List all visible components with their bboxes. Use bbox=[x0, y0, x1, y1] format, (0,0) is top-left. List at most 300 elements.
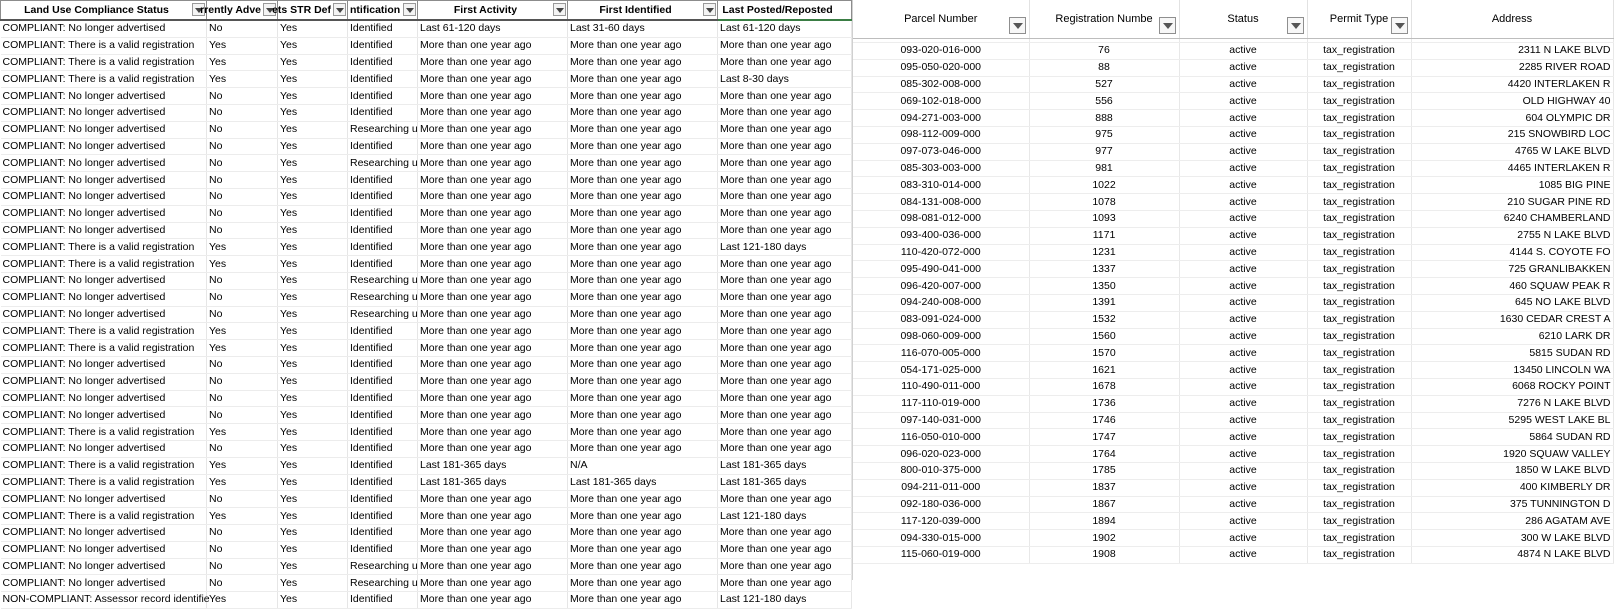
table-cell[interactable]: COMPLIANT: No longer advertised bbox=[1, 121, 207, 138]
table-cell[interactable]: No bbox=[207, 121, 278, 138]
table-cell[interactable]: 5864 SUDAN RD bbox=[1411, 429, 1613, 446]
table-cell[interactable]: More than one year ago bbox=[718, 88, 852, 105]
table-cell[interactable]: Identified bbox=[348, 541, 418, 558]
table-cell[interactable]: Identified bbox=[348, 222, 418, 239]
table-cell[interactable]: Last 121-180 days bbox=[718, 508, 852, 525]
table-cell[interactable]: 1630 CEDAR CREST A bbox=[1411, 311, 1613, 328]
table-cell[interactable]: More than one year ago bbox=[418, 407, 568, 424]
table-cell[interactable]: Yes bbox=[278, 205, 348, 222]
table-cell[interactable]: 2285 RIVER ROAD bbox=[1411, 59, 1613, 76]
table-cell[interactable]: 4465 INTERLAKEN R bbox=[1411, 160, 1613, 177]
table-cell[interactable]: Identified bbox=[348, 356, 418, 373]
table-cell[interactable]: Yes bbox=[207, 54, 278, 71]
table-cell[interactable]: tax_registration bbox=[1307, 227, 1411, 244]
table-cell[interactable]: 556 bbox=[1029, 93, 1179, 110]
table-cell[interactable]: More than one year ago bbox=[718, 256, 852, 273]
table-cell[interactable]: 4765 W LAKE BLVD bbox=[1411, 143, 1613, 160]
table-cell[interactable]: COMPLIANT: No longer advertised bbox=[1, 20, 207, 37]
table-cell[interactable]: 116-070-005-000 bbox=[853, 345, 1029, 362]
table-cell[interactable]: More than one year ago bbox=[718, 323, 852, 340]
table-cell[interactable]: Yes bbox=[278, 306, 348, 323]
table-cell[interactable]: COMPLIANT: There is a valid registration bbox=[1, 54, 207, 71]
table-cell[interactable]: 097-073-046-000 bbox=[853, 143, 1029, 160]
table-cell[interactable]: More than one year ago bbox=[418, 222, 568, 239]
table-cell[interactable]: More than one year ago bbox=[568, 407, 718, 424]
table-cell[interactable]: tax_registration bbox=[1307, 244, 1411, 261]
table-cell[interactable]: More than one year ago bbox=[418, 306, 568, 323]
table-cell[interactable]: Identified bbox=[348, 440, 418, 457]
table-cell[interactable]: Yes bbox=[278, 138, 348, 155]
table-cell[interactable]: More than one year ago bbox=[418, 323, 568, 340]
table-cell[interactable]: More than one year ago bbox=[718, 558, 852, 575]
table-cell[interactable]: COMPLIANT: There is a valid registration bbox=[1, 424, 207, 441]
table-cell[interactable]: 88 bbox=[1029, 59, 1179, 76]
table-cell[interactable]: 1078 bbox=[1029, 194, 1179, 211]
table-cell[interactable]: No bbox=[207, 407, 278, 424]
table-cell[interactable]: tax_registration bbox=[1307, 412, 1411, 429]
table-cell[interactable]: tax_registration bbox=[1307, 446, 1411, 463]
table-cell[interactable]: No bbox=[207, 138, 278, 155]
table-cell[interactable]: More than one year ago bbox=[718, 575, 852, 592]
table-cell[interactable]: Researching u bbox=[348, 289, 418, 306]
table-cell[interactable]: More than one year ago bbox=[568, 323, 718, 340]
table-cell[interactable]: 6210 LARK DR bbox=[1411, 328, 1613, 345]
table-cell[interactable]: Identified bbox=[348, 104, 418, 121]
table-cell[interactable]: Yes bbox=[207, 256, 278, 273]
table-cell[interactable]: Identified bbox=[348, 491, 418, 508]
table-cell[interactable]: No bbox=[207, 272, 278, 289]
table-cell[interactable]: Yes bbox=[207, 474, 278, 491]
table-cell[interactable]: More than one year ago bbox=[418, 256, 568, 273]
table-cell[interactable]: No bbox=[207, 88, 278, 105]
table-cell[interactable]: Yes bbox=[278, 575, 348, 592]
table-cell[interactable]: More than one year ago bbox=[718, 440, 852, 457]
table-cell[interactable]: COMPLIANT: There is a valid registration bbox=[1, 508, 207, 525]
table-cell[interactable]: 1337 bbox=[1029, 261, 1179, 278]
table-cell[interactable]: Researching u bbox=[348, 558, 418, 575]
table-cell[interactable]: More than one year ago bbox=[568, 541, 718, 558]
table-cell[interactable]: N/A bbox=[568, 457, 718, 474]
table-cell[interactable]: active bbox=[1179, 43, 1307, 60]
table-cell[interactable]: More than one year ago bbox=[418, 239, 568, 256]
table-cell[interactable]: 5295 WEST LAKE BL bbox=[1411, 412, 1613, 429]
table-cell[interactable]: Identified bbox=[348, 508, 418, 525]
table-cell[interactable]: active bbox=[1179, 496, 1307, 513]
table-cell[interactable]: More than one year ago bbox=[718, 491, 852, 508]
table-cell[interactable]: Last 181-365 days bbox=[718, 457, 852, 474]
table-cell[interactable]: 1785 bbox=[1029, 462, 1179, 479]
table-cell[interactable]: Yes bbox=[278, 188, 348, 205]
table-cell[interactable]: More than one year ago bbox=[418, 340, 568, 357]
table-cell[interactable]: 645 NO LAKE BLVD bbox=[1411, 294, 1613, 311]
table-cell[interactable]: COMPLIANT: No longer advertised bbox=[1, 155, 207, 172]
table-cell[interactable]: Identified bbox=[348, 407, 418, 424]
table-cell[interactable]: No bbox=[207, 20, 278, 37]
table-cell[interactable]: More than one year ago bbox=[568, 491, 718, 508]
table-cell[interactable]: More than one year ago bbox=[718, 138, 852, 155]
table-cell[interactable]: 069-102-018-000 bbox=[853, 93, 1029, 110]
table-cell[interactable]: 094-330-015-000 bbox=[853, 530, 1029, 547]
table-cell[interactable]: tax_registration bbox=[1307, 311, 1411, 328]
table-cell[interactable]: 1678 bbox=[1029, 378, 1179, 395]
table-cell[interactable]: No bbox=[207, 356, 278, 373]
table-cell[interactable]: 4144 S. COYOTE FO bbox=[1411, 244, 1613, 261]
table-cell[interactable]: More than one year ago bbox=[568, 71, 718, 88]
table-cell[interactable]: Yes bbox=[278, 239, 348, 256]
table-cell[interactable]: Yes bbox=[278, 272, 348, 289]
table-cell[interactable]: More than one year ago bbox=[568, 440, 718, 457]
table-cell[interactable]: 1085 BIG PINE bbox=[1411, 177, 1613, 194]
table-cell[interactable]: No bbox=[207, 172, 278, 189]
table-cell[interactable]: COMPLIANT: No longer advertised bbox=[1, 373, 207, 390]
table-cell[interactable]: More than one year ago bbox=[718, 222, 852, 239]
table-cell[interactable]: Yes bbox=[207, 71, 278, 88]
table-cell[interactable]: tax_registration bbox=[1307, 479, 1411, 496]
table-cell[interactable]: active bbox=[1179, 261, 1307, 278]
table-cell[interactable]: 1747 bbox=[1029, 429, 1179, 446]
table-cell[interactable]: More than one year ago bbox=[418, 440, 568, 457]
table-cell[interactable]: 083-091-024-000 bbox=[853, 311, 1029, 328]
table-cell[interactable]: active bbox=[1179, 59, 1307, 76]
filter-dropdown-icon[interactable] bbox=[1159, 17, 1176, 34]
table-cell[interactable]: Yes bbox=[278, 54, 348, 71]
table-cell[interactable]: active bbox=[1179, 462, 1307, 479]
table-cell[interactable]: Yes bbox=[278, 524, 348, 541]
table-cell[interactable]: active bbox=[1179, 76, 1307, 93]
table-cell[interactable]: COMPLIANT: There is a valid registration bbox=[1, 239, 207, 256]
table-cell[interactable]: More than one year ago bbox=[718, 54, 852, 71]
table-cell[interactable]: More than one year ago bbox=[718, 104, 852, 121]
table-cell[interactable]: COMPLIANT: There is a valid registration bbox=[1, 256, 207, 273]
table-cell[interactable]: More than one year ago bbox=[718, 155, 852, 172]
table-cell[interactable]: More than one year ago bbox=[568, 54, 718, 71]
table-cell[interactable]: Yes bbox=[278, 424, 348, 441]
table-cell[interactable]: 1231 bbox=[1029, 244, 1179, 261]
table-cell[interactable]: active bbox=[1179, 429, 1307, 446]
table-cell[interactable]: tax_registration bbox=[1307, 177, 1411, 194]
table-cell[interactable]: Yes bbox=[278, 356, 348, 373]
table-cell[interactable]: 116-050-010-000 bbox=[853, 429, 1029, 446]
table-cell[interactable]: COMPLIANT: No longer advertised bbox=[1, 172, 207, 189]
table-cell[interactable]: Identified bbox=[348, 474, 418, 491]
table-cell[interactable]: 1560 bbox=[1029, 328, 1179, 345]
table-cell[interactable]: Yes bbox=[278, 37, 348, 54]
table-cell[interactable]: Last 61-120 days bbox=[418, 20, 568, 37]
table-cell[interactable]: 1908 bbox=[1029, 546, 1179, 563]
table-cell[interactable]: Last 181-365 days bbox=[418, 457, 568, 474]
table-cell[interactable]: More than one year ago bbox=[418, 558, 568, 575]
table-cell[interactable]: More than one year ago bbox=[568, 306, 718, 323]
table-cell[interactable]: More than one year ago bbox=[718, 289, 852, 306]
table-cell[interactable]: Yes bbox=[278, 508, 348, 525]
table-cell[interactable]: No bbox=[207, 222, 278, 239]
table-cell[interactable]: Yes bbox=[278, 323, 348, 340]
table-cell[interactable]: More than one year ago bbox=[718, 272, 852, 289]
table-cell[interactable]: More than one year ago bbox=[568, 256, 718, 273]
table-cell[interactable]: COMPLIANT: No longer advertised bbox=[1, 356, 207, 373]
table-cell[interactable]: 1850 W LAKE BLVD bbox=[1411, 462, 1613, 479]
table-cell[interactable]: COMPLIANT: No longer advertised bbox=[1, 524, 207, 541]
table-cell[interactable]: More than one year ago bbox=[418, 356, 568, 373]
table-cell[interactable]: Identified bbox=[348, 340, 418, 357]
table-cell[interactable]: active bbox=[1179, 93, 1307, 110]
table-cell[interactable]: COMPLIANT: No longer advertised bbox=[1, 289, 207, 306]
table-cell[interactable]: 054-171-025-000 bbox=[853, 362, 1029, 379]
table-cell[interactable]: 094-211-011-000 bbox=[853, 479, 1029, 496]
table-cell[interactable]: Identified bbox=[348, 239, 418, 256]
table-cell[interactable]: More than one year ago bbox=[718, 340, 852, 357]
table-cell[interactable]: active bbox=[1179, 244, 1307, 261]
table-cell[interactable]: Last 121-180 days bbox=[718, 239, 852, 256]
table-cell[interactable]: Identified bbox=[348, 592, 418, 609]
table-cell[interactable]: 117-120-039-000 bbox=[853, 513, 1029, 530]
table-cell[interactable]: 1746 bbox=[1029, 412, 1179, 429]
table-cell[interactable]: Yes bbox=[207, 323, 278, 340]
table-cell[interactable]: 093-400-036-000 bbox=[853, 227, 1029, 244]
table-cell[interactable]: Yes bbox=[278, 491, 348, 508]
table-cell[interactable]: No bbox=[207, 558, 278, 575]
table-cell[interactable]: 095-050-020-000 bbox=[853, 59, 1029, 76]
table-cell[interactable]: More than one year ago bbox=[718, 390, 852, 407]
table-cell[interactable]: tax_registration bbox=[1307, 513, 1411, 530]
table-cell[interactable]: 085-302-008-000 bbox=[853, 76, 1029, 93]
table-cell[interactable]: More than one year ago bbox=[418, 508, 568, 525]
table-cell[interactable]: More than one year ago bbox=[418, 188, 568, 205]
table-cell[interactable]: More than one year ago bbox=[568, 558, 718, 575]
table-cell[interactable]: 300 W LAKE BLVD bbox=[1411, 530, 1613, 547]
table-cell[interactable]: active bbox=[1179, 160, 1307, 177]
table-cell[interactable]: 4420 INTERLAKEN R bbox=[1411, 76, 1613, 93]
table-cell[interactable]: More than one year ago bbox=[418, 424, 568, 441]
table-cell[interactable]: Yes bbox=[207, 340, 278, 357]
table-cell[interactable]: No bbox=[207, 524, 278, 541]
table-cell[interactable]: Yes bbox=[207, 508, 278, 525]
table-cell[interactable]: 1920 SQUAW VALLEY bbox=[1411, 446, 1613, 463]
table-cell[interactable]: 1894 bbox=[1029, 513, 1179, 530]
table-cell[interactable]: OLD HIGHWAY 40 bbox=[1411, 93, 1613, 110]
table-cell[interactable]: 083-310-014-000 bbox=[853, 177, 1029, 194]
table-cell[interactable]: More than one year ago bbox=[568, 272, 718, 289]
table-cell[interactable]: 460 SQUAW PEAK R bbox=[1411, 278, 1613, 295]
table-cell[interactable]: tax_registration bbox=[1307, 76, 1411, 93]
table-cell[interactable]: No bbox=[207, 373, 278, 390]
table-cell[interactable]: No bbox=[207, 188, 278, 205]
table-cell[interactable]: tax_registration bbox=[1307, 294, 1411, 311]
table-cell[interactable]: 1902 bbox=[1029, 530, 1179, 547]
table-cell[interactable]: active bbox=[1179, 177, 1307, 194]
table-cell[interactable]: 725 GRANLIBAKKEN bbox=[1411, 261, 1613, 278]
table-cell[interactable]: Last 61-120 days bbox=[718, 20, 852, 37]
table-cell[interactable]: tax_registration bbox=[1307, 395, 1411, 412]
table-cell[interactable]: 1837 bbox=[1029, 479, 1179, 496]
table-cell[interactable]: tax_registration bbox=[1307, 261, 1411, 278]
table-cell[interactable]: active bbox=[1179, 378, 1307, 395]
table-cell[interactable]: Identified bbox=[348, 457, 418, 474]
table-cell[interactable]: Identified bbox=[348, 54, 418, 71]
table-cell[interactable]: More than one year ago bbox=[568, 239, 718, 256]
table-cell[interactable]: More than one year ago bbox=[718, 121, 852, 138]
table-cell[interactable]: COMPLIANT: There is a valid registration bbox=[1, 323, 207, 340]
table-cell[interactable]: tax_registration bbox=[1307, 59, 1411, 76]
table-cell[interactable]: COMPLIANT: No longer advertised bbox=[1, 541, 207, 558]
table-cell[interactable]: No bbox=[207, 440, 278, 457]
table-cell[interactable]: 096-420-007-000 bbox=[853, 278, 1029, 295]
table-cell[interactable]: active bbox=[1179, 530, 1307, 547]
table-cell[interactable]: More than one year ago bbox=[418, 390, 568, 407]
table-cell[interactable]: 1764 bbox=[1029, 446, 1179, 463]
table-cell[interactable]: 094-240-008-000 bbox=[853, 294, 1029, 311]
filter-dropdown-icon[interactable] bbox=[403, 3, 416, 16]
table-cell[interactable]: Last 31-60 days bbox=[568, 20, 718, 37]
table-cell[interactable]: 4874 N LAKE BLVD bbox=[1411, 546, 1613, 563]
table-cell[interactable]: Yes bbox=[278, 104, 348, 121]
table-cell[interactable]: tax_registration bbox=[1307, 530, 1411, 547]
table-cell[interactable]: COMPLIANT: No longer advertised bbox=[1, 390, 207, 407]
table-cell[interactable]: Identified bbox=[348, 138, 418, 155]
table-cell[interactable]: 110-420-072-000 bbox=[853, 244, 1029, 261]
table-cell[interactable]: active bbox=[1179, 546, 1307, 563]
table-cell[interactable]: More than one year ago bbox=[568, 104, 718, 121]
table-cell[interactable]: More than one year ago bbox=[418, 289, 568, 306]
table-cell[interactable]: COMPLIANT: There is a valid registration bbox=[1, 457, 207, 474]
table-cell[interactable]: Identified bbox=[348, 323, 418, 340]
table-cell[interactable]: More than one year ago bbox=[718, 188, 852, 205]
table-cell[interactable]: 096-020-023-000 bbox=[853, 446, 1029, 463]
table-cell[interactable]: tax_registration bbox=[1307, 210, 1411, 227]
table-cell[interactable]: tax_registration bbox=[1307, 93, 1411, 110]
table-cell[interactable]: Last 8-30 days bbox=[718, 71, 852, 88]
table-cell[interactable]: More than one year ago bbox=[418, 54, 568, 71]
table-cell[interactable]: 527 bbox=[1029, 76, 1179, 93]
table-cell[interactable]: 13450 LINCOLN WA bbox=[1411, 362, 1613, 379]
table-cell[interactable]: Identified bbox=[348, 188, 418, 205]
table-cell[interactable]: Yes bbox=[278, 373, 348, 390]
table-cell[interactable]: Yes bbox=[278, 474, 348, 491]
table-cell[interactable]: COMPLIANT: No longer advertised bbox=[1, 222, 207, 239]
table-cell[interactable]: Yes bbox=[207, 424, 278, 441]
table-cell[interactable]: Yes bbox=[278, 558, 348, 575]
table-cell[interactable]: active bbox=[1179, 412, 1307, 429]
table-cell[interactable]: More than one year ago bbox=[718, 306, 852, 323]
table-cell[interactable]: tax_registration bbox=[1307, 496, 1411, 513]
table-cell[interactable]: More than one year ago bbox=[568, 155, 718, 172]
table-cell[interactable]: active bbox=[1179, 311, 1307, 328]
table-cell[interactable]: Yes bbox=[278, 289, 348, 306]
table-cell[interactable]: active bbox=[1179, 446, 1307, 463]
table-cell[interactable]: Yes bbox=[278, 457, 348, 474]
table-cell[interactable]: COMPLIANT: No longer advertised bbox=[1, 575, 207, 592]
table-cell[interactable]: active bbox=[1179, 194, 1307, 211]
table-cell[interactable]: Identified bbox=[348, 424, 418, 441]
table-cell[interactable]: 1532 bbox=[1029, 311, 1179, 328]
table-cell[interactable]: Researching u bbox=[348, 575, 418, 592]
table-cell[interactable]: 098-081-012-000 bbox=[853, 210, 1029, 227]
table-cell[interactable]: 6068 ROCKY POINT bbox=[1411, 378, 1613, 395]
table-cell[interactable]: More than one year ago bbox=[418, 104, 568, 121]
table-cell[interactable]: COMPLIANT: No longer advertised bbox=[1, 491, 207, 508]
table-cell[interactable]: More than one year ago bbox=[418, 121, 568, 138]
table-cell[interactable]: tax_registration bbox=[1307, 143, 1411, 160]
table-cell[interactable]: Researching u bbox=[348, 306, 418, 323]
table-cell[interactable]: COMPLIANT: No longer advertised bbox=[1, 88, 207, 105]
table-cell[interactable]: Identified bbox=[348, 256, 418, 273]
table-cell[interactable]: Identified bbox=[348, 20, 418, 37]
table-cell[interactable]: More than one year ago bbox=[418, 524, 568, 541]
table-cell[interactable]: Identified bbox=[348, 37, 418, 54]
table-cell[interactable]: tax_registration bbox=[1307, 345, 1411, 362]
table-cell[interactable]: 093-020-016-000 bbox=[853, 43, 1029, 60]
table-cell[interactable]: Yes bbox=[207, 457, 278, 474]
table-cell[interactable]: Yes bbox=[207, 239, 278, 256]
table-cell[interactable]: 095-490-041-000 bbox=[853, 261, 1029, 278]
table-cell[interactable]: Yes bbox=[278, 256, 348, 273]
table-cell[interactable]: Yes bbox=[278, 390, 348, 407]
table-cell[interactable]: tax_registration bbox=[1307, 160, 1411, 177]
table-cell[interactable]: active bbox=[1179, 362, 1307, 379]
table-cell[interactable]: 110-490-011-000 bbox=[853, 378, 1029, 395]
table-cell[interactable]: 1022 bbox=[1029, 177, 1179, 194]
table-cell[interactable]: Last 121-180 days bbox=[718, 592, 852, 609]
table-cell[interactable]: 1350 bbox=[1029, 278, 1179, 295]
table-cell[interactable]: 1867 bbox=[1029, 496, 1179, 513]
table-cell[interactable]: active bbox=[1179, 479, 1307, 496]
table-cell[interactable]: Identified bbox=[348, 524, 418, 541]
table-cell[interactable]: active bbox=[1179, 294, 1307, 311]
table-cell[interactable]: More than one year ago bbox=[718, 172, 852, 189]
table-cell[interactable]: Yes bbox=[278, 541, 348, 558]
table-cell[interactable]: tax_registration bbox=[1307, 126, 1411, 143]
table-cell[interactable]: More than one year ago bbox=[718, 424, 852, 441]
table-cell[interactable]: COMPLIANT: There is a valid registration bbox=[1, 71, 207, 88]
table-cell[interactable]: 092-180-036-000 bbox=[853, 496, 1029, 513]
table-cell[interactable]: COMPLIANT: No longer advertised bbox=[1, 306, 207, 323]
table-cell[interactable]: 098-060-009-000 bbox=[853, 328, 1029, 345]
table-cell[interactable]: Yes bbox=[207, 37, 278, 54]
table-cell[interactable]: 975 bbox=[1029, 126, 1179, 143]
table-cell[interactable]: 1570 bbox=[1029, 345, 1179, 362]
table-cell[interactable]: Identified bbox=[348, 390, 418, 407]
table-cell[interactable]: More than one year ago bbox=[568, 37, 718, 54]
table-cell[interactable]: More than one year ago bbox=[418, 155, 568, 172]
table-cell[interactable]: More than one year ago bbox=[718, 541, 852, 558]
table-cell[interactable]: 7276 N LAKE BLVD bbox=[1411, 395, 1613, 412]
table-cell[interactable]: 604 OLYMPIC DR bbox=[1411, 110, 1613, 127]
table-cell[interactable]: tax_registration bbox=[1307, 110, 1411, 127]
table-cell[interactable]: No bbox=[207, 306, 278, 323]
table-cell[interactable]: More than one year ago bbox=[568, 424, 718, 441]
table-cell[interactable]: active bbox=[1179, 328, 1307, 345]
table-cell[interactable]: NON-COMPLIANT: Assessor record identifie bbox=[1, 592, 207, 609]
table-cell[interactable]: 097-140-031-000 bbox=[853, 412, 1029, 429]
table-cell[interactable]: More than one year ago bbox=[418, 373, 568, 390]
table-cell[interactable]: More than one year ago bbox=[568, 340, 718, 357]
table-cell[interactable]: No bbox=[207, 541, 278, 558]
table-cell[interactable]: More than one year ago bbox=[568, 121, 718, 138]
table-cell[interactable]: Yes bbox=[278, 155, 348, 172]
filter-dropdown-icon[interactable] bbox=[1391, 17, 1408, 34]
table-cell[interactable]: Researching u bbox=[348, 272, 418, 289]
table-cell[interactable]: Yes bbox=[207, 592, 278, 609]
table-cell[interactable]: Yes bbox=[278, 172, 348, 189]
table-cell[interactable]: tax_registration bbox=[1307, 429, 1411, 446]
filter-dropdown-icon[interactable] bbox=[703, 3, 716, 16]
table-cell[interactable]: 1621 bbox=[1029, 362, 1179, 379]
table-cell[interactable]: Yes bbox=[278, 407, 348, 424]
table-cell[interactable]: 981 bbox=[1029, 160, 1179, 177]
table-cell[interactable]: No bbox=[207, 390, 278, 407]
table-cell[interactable]: Yes bbox=[278, 340, 348, 357]
table-cell[interactable]: COMPLIANT: No longer advertised bbox=[1, 188, 207, 205]
